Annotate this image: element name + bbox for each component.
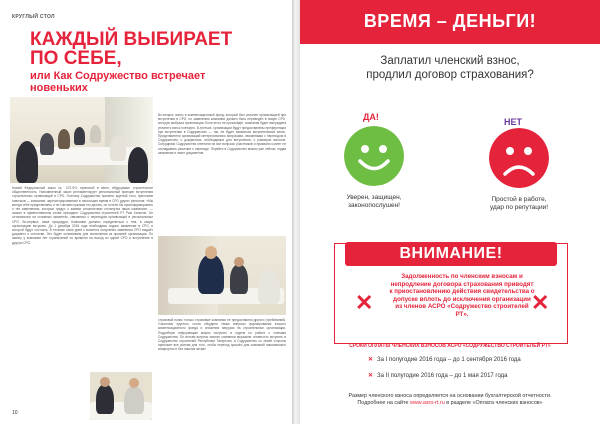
article-column-3-text: страховой полис только страховые компании не предоставили другого (требований). Участники круглого стола обсудили также вопросы формирования второго компенсационного фонда и снижения нагрузки на строительные организации. Подробную информацию можно получить в отделе по работе с членами Содружества. По итогам встречи многие компании выразили готовность вступить в Содружество строителей Республики Татарстан, а Содружество со своей стороны приложит все усилия для того, чтобы переход прошёл для компаний максимально комфортно и без лишних затрат. <box>158 318 286 352</box>
warning-title-text: ВНИМАНИЕ! <box>399 245 503 262</box>
website-link[interactable]: www.asro-rt.ru <box>409 400 445 406</box>
footnote-line1: Размер членского взноса определяется на основании бухгалтерской отчетности. <box>348 393 552 399</box>
warning-box <box>334 243 568 344</box>
left-page <box>0 0 292 424</box>
headline-line2: ПО СЕБЕ, <box>30 48 122 69</box>
frowning-face-icon <box>489 128 549 188</box>
meeting-photo-2 <box>158 236 286 315</box>
x-mark-icon: ✕ <box>355 290 374 315</box>
schedule-item-1 <box>368 356 521 363</box>
schedule-item-2 <box>368 372 508 379</box>
schedule-item-1-text: За I полугодие 2016 года – до 1 сентября 2016 года <box>377 357 521 363</box>
yes-label: ДА! <box>363 112 379 122</box>
x-mark-icon: ✕ <box>531 290 550 315</box>
footnote-line2 <box>310 400 590 407</box>
footnote-line2-suffix: в разделе «Оплата членских взносов» <box>444 400 543 406</box>
right-page <box>300 0 600 424</box>
no-label: НЕТ <box>504 117 522 127</box>
headline <box>30 30 240 94</box>
smiling-face-icon <box>344 126 404 186</box>
article-column-3 <box>158 318 286 414</box>
article-column-1-text: Новый Федеральный закон № 372-ФЗ, принятый в июле, вбудоражил строительное общественность. Новоявленный закон регламентирует региональный принцип вступления строительных организаций в СРО. Поэтому Содружество провело круглый стол, пригласив новичков — компании, зарегистрированные в настоящее время в СРО других регионов. «Мы всегда себе представляем, и не считаем нужным это делать, но хотели бы проинформировать о тех изменениях, которые грядут, с какими сложностями столкнутся наши компании», — сказал в приветственном слове президент Содружества строителей РТ Рим Халитов. Он остановился на основных моментах, связанных с переходом организаций в региональные СРО. Во-первых, сама процедура. Компании должны определиться с тем, в какую организацию вступать. До 1 декабря 2016 года необходимо подать заявление в СРО, в которой будут состоять. В течение семи дней с момента получения заявления СРО выдаёт документ о членстве. Это будет основанием для исключения из прежней организации. По закону у компании нет ограничений по времени на выход из одной СРО и вступление в другую СРО. <box>12 186 153 245</box>
no-caption <box>479 196 559 212</box>
schedule-item-2-text: За II полугодие 2016 года – до 1 мая 2017 года <box>377 373 508 379</box>
warning-text: Задолженность по членским взносам и непродление договора страхования приводят к приостановлению действия свидетельства о допуске вплоть до исключения организации из членов АСРО «Содружество строителей РТ». <box>389 273 535 318</box>
schedule-title: СРОКИ ОПЛАТЫ ЧЛЕНСКИХ ВЗНОСОВ АСРО «СОДРУЖЕСТВО СТРОИТЕЛЕЙ РТ» <box>349 343 551 349</box>
question <box>320 54 580 82</box>
subheadline: или Как Содружество встречает новеньких <box>30 70 206 95</box>
yes-caption <box>334 194 414 210</box>
page-number: 10 <box>12 410 18 416</box>
section-label: КРУГЛЫЙ СТОЛ <box>12 14 55 20</box>
footnote-line2-prefix: Подробнее на сайте <box>357 400 410 406</box>
warning-title <box>345 242 557 266</box>
book-gutter <box>292 0 300 424</box>
page-title: ВРЕМЯ – ДЕНЬГИ! <box>363 11 537 31</box>
article-column-2-text: Во-вторых, взнос в компенсационный фонд, который был уплачен организацией при вступлении в СРО, по заявлению компании должен быть переведён в новую СРО, которую выбрала организация. Если этого не произойдёт, компания будет вынуждена уплатить взнос повторно. В-третьих, организации будут предоставлены преференции при вступлении в Содружество — так, не будет взиматься вступительный взнос. Представители организаций интересовались вопросами, связанными с переходом в Содружество, о документах, необходимых для вступления, о размерах взносов. Сотрудники Содружества ответили на все вопросы участников и призвали коллег не откладывать решение о переходе. Перейти в Содружество можно уже сейчас, подав заявление и пакет документов. <box>158 113 286 155</box>
no-caption-line1: Простой в работе, <box>491 196 547 203</box>
footnote <box>310 393 590 407</box>
x-mark-icon: ✕ <box>368 357 374 363</box>
no-caption-line2: удар по репутации! <box>489 204 549 211</box>
article-column-1 <box>12 186 153 396</box>
x-mark-icon: ✕ <box>368 373 374 379</box>
question-line2: продлил договор страхования? <box>366 69 534 81</box>
article-column-2 <box>158 113 286 233</box>
yes-caption-line1: Уверен, защищен, <box>346 194 402 201</box>
yes-caption-line2: законопослушен! <box>348 202 400 209</box>
title-banner <box>300 0 600 44</box>
question-line1: Заплатил членский взнос, <box>380 55 520 67</box>
meeting-photo-1 <box>10 97 153 183</box>
headline-line1: КАЖДЫЙ ВЫБИРАЕТ <box>30 29 233 50</box>
meeting-photo-3 <box>90 372 152 420</box>
